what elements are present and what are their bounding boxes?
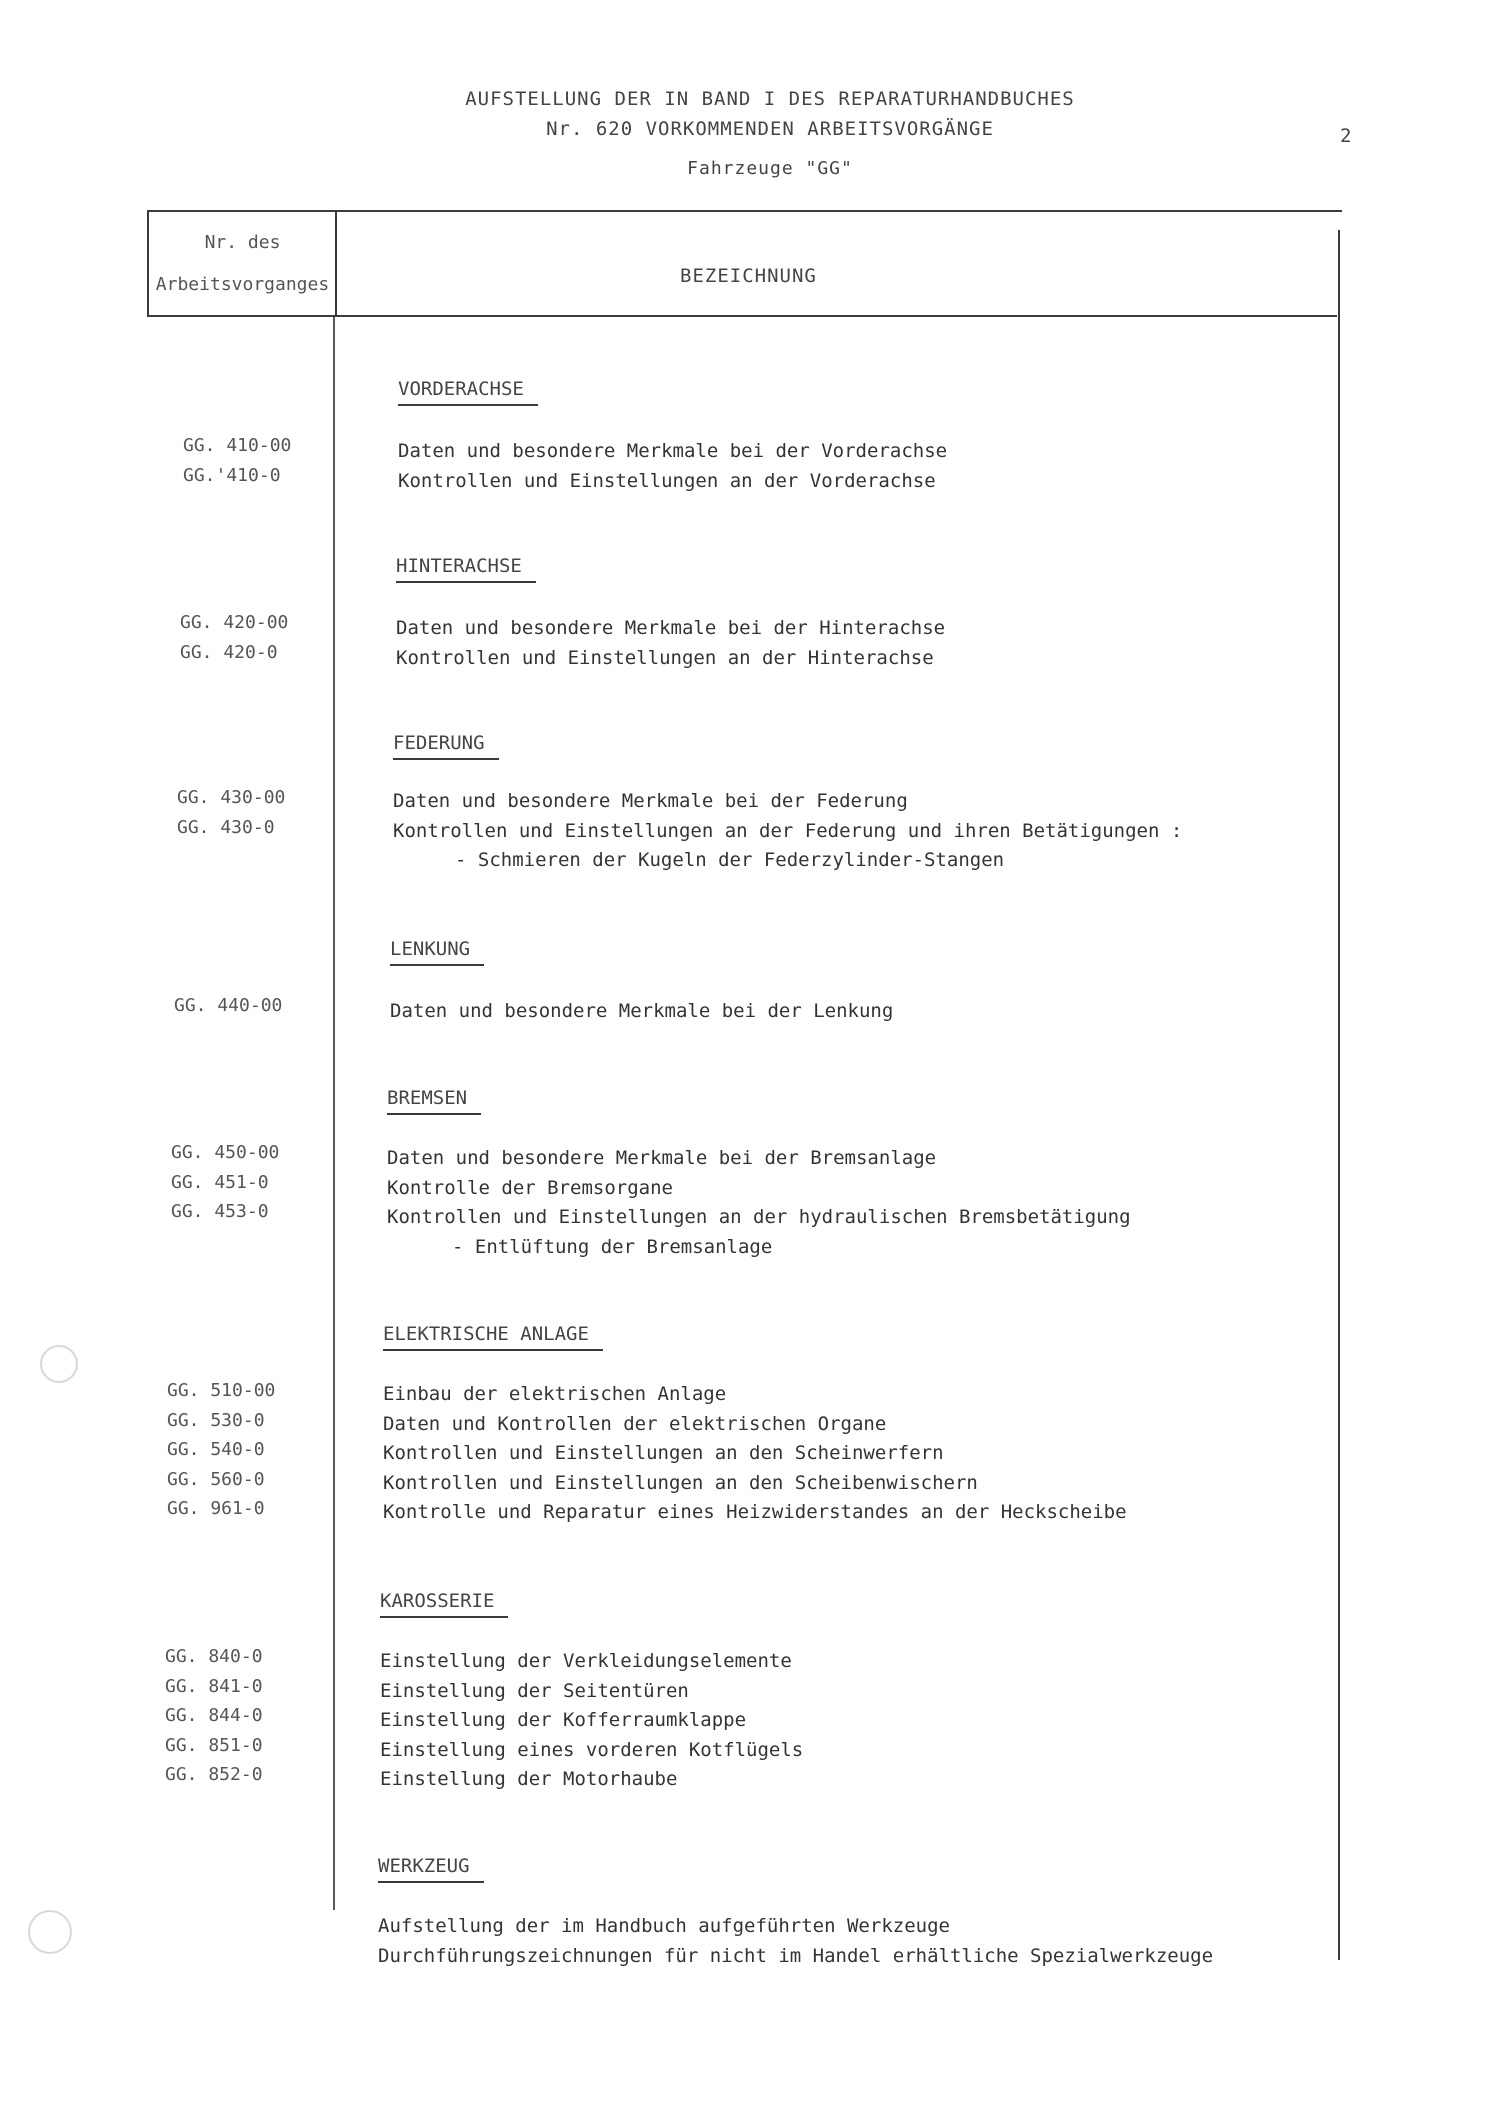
operation-number: GG. 410-00	[183, 435, 292, 456]
operation-description: Einstellung der Verkleidungselemente	[380, 1650, 792, 1672]
page-number: 2	[1340, 125, 1352, 147]
operation-description: Einstellung der Kofferraumklappe	[380, 1709, 747, 1731]
binder-hole-mark	[28, 1910, 72, 1954]
operation-description: Daten und besondere Merkmale bei der Bremsanlage	[387, 1147, 937, 1169]
column-header-number-line2: Arbeitsvorganges	[155, 274, 330, 295]
table-column-divider	[333, 315, 335, 1910]
operation-description: Einbau der elektrischen Anlage	[383, 1383, 727, 1405]
operation-description: Einstellung der Seitentüren	[380, 1679, 689, 1702]
operation-number: GG. 510-00	[167, 1380, 276, 1401]
column-header-number	[150, 222, 335, 306]
operation-number: GG. 961-0	[167, 1498, 265, 1519]
operation-description: - Entlüftung der Bremsanlage	[452, 1235, 773, 1258]
operation-description: Einstellung der Motorhaube	[380, 1768, 678, 1790]
operation-description: Daten und besondere Merkmale bei der Lenkung	[390, 1000, 894, 1022]
section-title: ELEKTRISCHE ANLAGE	[383, 1323, 603, 1351]
binder-hole-mark	[40, 1345, 78, 1383]
operation-description: Daten und besondere Merkmale bei der Vorderachse	[398, 440, 948, 462]
operation-number: GG. 450-00	[171, 1142, 280, 1163]
operation-number: GG. 851-0	[165, 1734, 263, 1756]
section-title: VORDERACHSE	[398, 378, 538, 406]
table-header-rule	[147, 315, 1337, 317]
operation-number: GG. 530-0	[167, 1409, 265, 1431]
table-right-rule	[1338, 230, 1340, 1960]
table-column-divider-header	[335, 210, 337, 317]
operation-description: Kontrollen und Einstellungen an den Scheinwerfern	[383, 1442, 944, 1464]
operation-description: Daten und Kontrollen der elektrischen Organe	[383, 1412, 887, 1435]
operation-description: Kontrolle und Reparatur eines Heizwiderstandes an der Heckscheibe	[383, 1501, 1127, 1523]
column-header-description: BEZEICHNUNG	[680, 265, 817, 287]
section-title: LENKUNG	[390, 938, 484, 966]
operation-description: Durchführungszeichnungen für nicht im Handel erhältliche Spezialwerkzeuge	[378, 1944, 1214, 1967]
section-title: WERKZEUG	[378, 1855, 484, 1883]
operation-description: Aufstellung der im Handbuch aufgeführten Werkzeuge	[378, 1915, 950, 1937]
operation-description: Daten und besondere Merkmale bei der Hinterachse	[396, 617, 946, 639]
operation-number: GG. 453-0	[171, 1201, 269, 1222]
document-title-line1: AUFSTELLUNG DER IN BAND I DES REPARATURHANDBUCHES	[465, 88, 1075, 110]
table-top-rule	[147, 210, 1342, 212]
operation-number: GG. 560-0	[167, 1468, 265, 1490]
operation-number: GG. 844-0	[165, 1705, 263, 1726]
operation-number: GG. 841-0	[165, 1675, 263, 1697]
operation-description: Daten und besondere Merkmale bei der Federung	[393, 790, 908, 812]
operation-description: Kontrollen und Einstellungen an der Federung und ihren Betätigungen :	[393, 819, 1183, 842]
operation-description: Einstellung eines vorderen Kotflügels	[380, 1738, 804, 1761]
operation-description: - Schmieren der Kugeln der Federzylinder-Stangen	[455, 849, 1005, 871]
operation-number: GG.'410-0	[183, 464, 281, 486]
operation-description: Kontrollen und Einstellungen an den Scheibenwischern	[383, 1471, 978, 1494]
operation-description: Kontrollen und Einstellungen an der hydraulischen Bremsbetätigung	[387, 1206, 1131, 1228]
operation-number: GG. 840-0	[165, 1646, 263, 1667]
operation-number: GG. 430-00	[177, 787, 286, 808]
section-title: FEDERUNG	[393, 732, 499, 760]
operation-number: GG. 420-0	[180, 641, 278, 663]
operation-number: GG. 852-0	[165, 1764, 263, 1785]
operation-number: GG. 440-00	[174, 995, 283, 1016]
document-subtitle: Fahrzeuge "GG"	[687, 158, 853, 179]
operation-description: Kontrollen und Einstellungen an der Vorderachse	[398, 469, 936, 492]
document-title-line2: Nr. 620 VORKOMMENDEN ARBEITSVORGÄNGE	[546, 118, 994, 140]
table-left-rule	[147, 210, 149, 317]
operation-description: Kontrollen und Einstellungen an der Hinterachse	[396, 646, 934, 669]
column-header-number-line1: Nr. des	[204, 232, 281, 253]
operation-description: Kontrolle der Bremsorgane	[387, 1176, 673, 1199]
section-title: HINTERACHSE	[396, 555, 536, 583]
operation-number: GG. 420-00	[180, 612, 289, 633]
operation-number: GG. 540-0	[167, 1439, 265, 1460]
operation-number: GG. 451-0	[171, 1171, 269, 1193]
section-title: KAROSSERIE	[380, 1590, 508, 1618]
operation-number: GG. 430-0	[177, 816, 275, 838]
section-title: BREMSEN	[387, 1087, 481, 1115]
